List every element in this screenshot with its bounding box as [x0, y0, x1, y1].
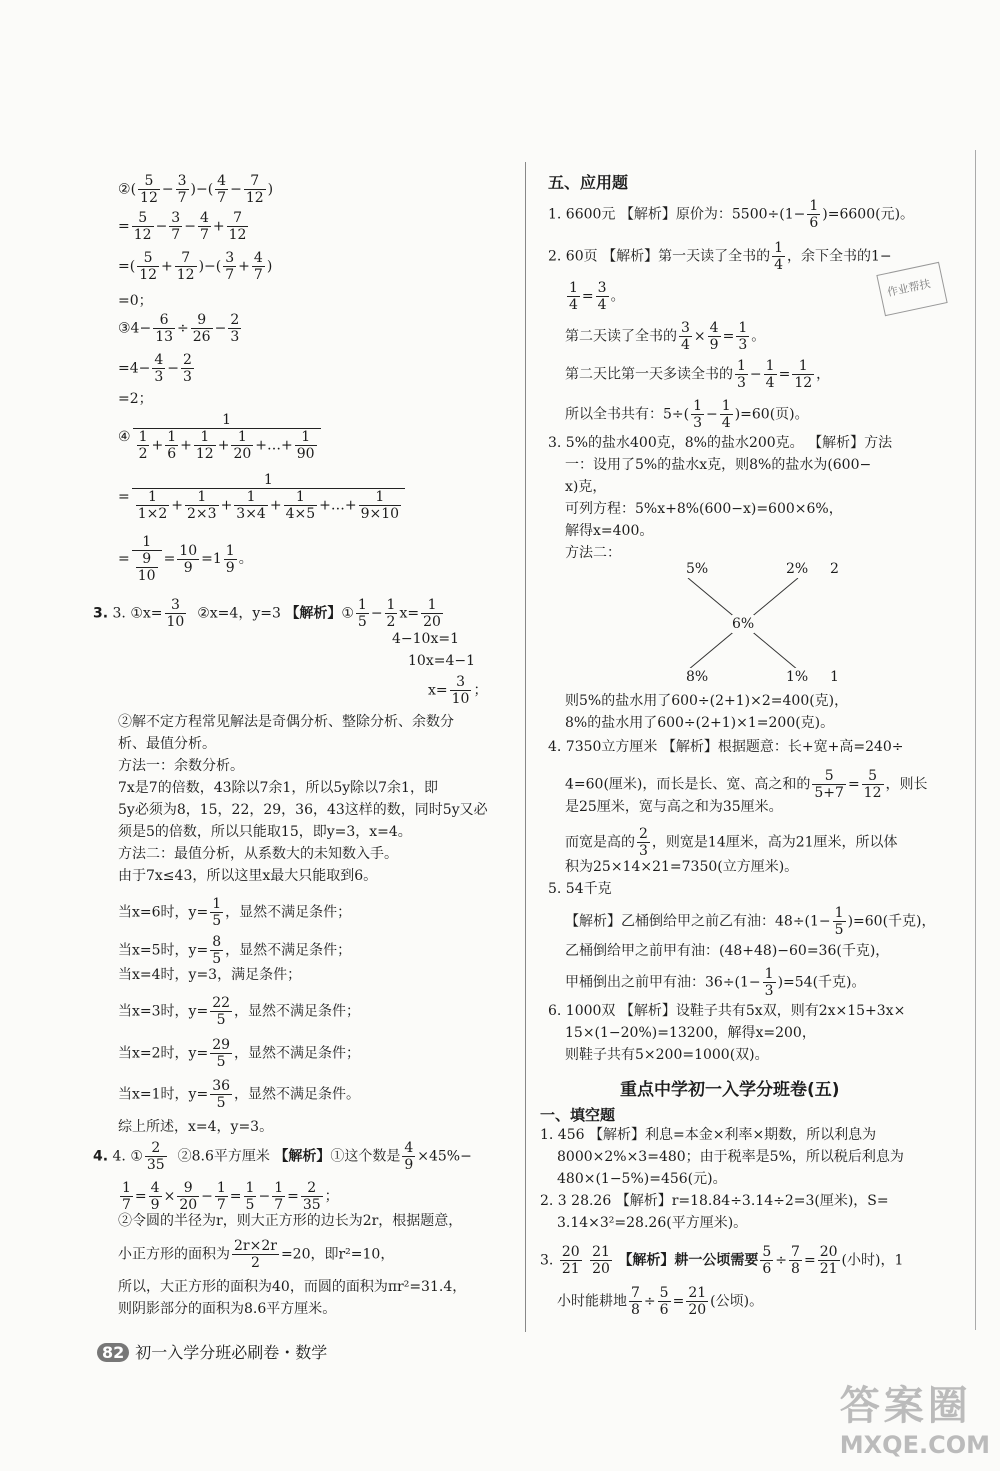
- app-q2-d: 第二天比第一天多读全书的 $\frac{1}{3}$ − $\frac{1}{4}$ = $\frac{1}{12}$ ，: [565, 358, 831, 391]
- text-line: 可列方程：5%x+8%(600−x)=600×6%，: [565, 501, 843, 517]
- text-line: 6. 1000双 【解析】设鞋子共有5x双，则有2x×15+3x×: [548, 1003, 906, 1019]
- exam-title: 重点中学初一入学分班卷(五): [620, 1080, 840, 1100]
- app-q2-e: 所以全书共有：5÷( $\frac{1}{3}$ − $\frac{1}{4}$ )=60(页)。: [565, 398, 809, 431]
- text-line: 3.14×3²=28.26(平方厘米)。: [557, 1215, 748, 1231]
- app-q2-b: $\frac{1}{4}$ = $\frac{3}{4}$ 。: [569, 280, 625, 313]
- text-line: 480×(1−5%)=456(元)。: [557, 1171, 727, 1187]
- cross-label: 8%: [686, 669, 709, 685]
- text-line: ②令圆的半径为r，则大正方形的边长为2r，根据题意，: [118, 1213, 463, 1229]
- text-line: 4. 7350立方厘米 【解析】根据题意：长+宽+高=240÷: [548, 739, 904, 755]
- expr-4-line3: = $\frac{1}{\frac{9}{10}}$ = $\frac{10}{9}$ =1 $\frac{1}{9}$ 。: [118, 534, 253, 584]
- text-line: 3. 5%的盐水400克，8%的盐水200克。 【解析】方法: [548, 435, 893, 451]
- expr-3-line2: =4− $\frac{4}{3}$ − $\frac{2}{3}$: [118, 352, 192, 385]
- text-line: 则鞋子共有5×200=1000(双)。: [565, 1047, 769, 1063]
- text-line: 方法一：余数分析。: [118, 758, 244, 774]
- section-heading: 一、填空题: [540, 1106, 616, 1124]
- text-line: 由于7x≤43，所以这里x最大只能取到6。: [118, 868, 378, 884]
- case-x3: 当x=3时，y= $\frac{22}{5}$ ，显然不满足条件；: [118, 995, 361, 1028]
- book-title: 初一入学分班必刷卷・数学: [135, 1343, 328, 1362]
- text-line: 则阴影部分的面积为8.6平方厘米。: [118, 1301, 337, 1317]
- watermark-logo: 答案圈: [839, 1383, 972, 1429]
- text-line: 积为25×14×21=7350(立方厘米)。: [565, 859, 799, 875]
- text-line: 15×(1−20%)=13200，解得x=200，: [565, 1025, 816, 1041]
- cross-label: 5%: [686, 561, 709, 577]
- expr-4-line2: = 1 $\frac{1}{1\times 2}$ + $\frac{1}{2\times 3}$ + $\frac{1}{3\times 4}$ + $\frac{1}{4\times 5}$ +…+ $\frac{1}{9\times 10}$: [118, 472, 407, 522]
- app-q5-b: 【解析】乙桶倒给甲之前乙有油：48÷(1− $\frac{1}{5}$ )=60(千克)，: [565, 905, 936, 938]
- expr-3-line1: ③4− $\frac{6}{13}$ ÷ $\frac{9}{26}$ − $\frac{2}{3}$: [118, 312, 240, 345]
- text-line: 一：设用了5%的盐水x克，则8%的盐水为(600−: [565, 457, 872, 473]
- page-number: 82: [97, 1343, 129, 1362]
- section-heading: 五、应用题: [548, 173, 629, 192]
- watermark: [840, 1374, 990, 1459]
- page-edge-line: [975, 150, 976, 1330]
- text-line: 5. 54千克: [548, 881, 612, 897]
- case-x4: 当x=4时，y=3，满足条件；: [118, 967, 302, 983]
- q4-line2: $\frac{1}{7}$ = $\frac{4}{9}$ × $\frac{9}{20}$ − $\frac{1}{7}$ = $\frac{1}{5}$ − $\frac{1}{7}$ = $\frac{2}{35}$ ；: [122, 1180, 339, 1213]
- text-line: 须是5的倍数，所以只能取15，即y=3，x=4。: [118, 824, 412, 840]
- expr-2-result: =0；: [118, 293, 153, 309]
- cross-label: 6%: [732, 616, 755, 632]
- expr-2-line3: =( $\frac{5}{12}$ + $\frac{7}{12}$ )−( $\frac{3}{7}$ + $\frac{4}{7}$ ): [118, 250, 273, 283]
- q4-answer: 4. 4. ① $\frac{2}{35}$ ②8.6平方厘米 【解析】①这个数是 $\frac{4}{9}$ ×45%−: [93, 1140, 472, 1173]
- text-line: 析、最值分析。: [118, 736, 216, 752]
- app-q5-d: 甲桶倒出之前甲有油：36÷(1− $\frac{1}{3}$ )=54(千克)。: [565, 966, 866, 999]
- q3-answer: 3. 3. ①x= $\frac{3}{10}$ ②x=4，y=3 【解析】① $\frac{1}{5}$ − $\frac{1}{2}$ x= $\frac{1}{20}$: [93, 597, 441, 630]
- watermark-url: MXQE.COM: [839, 1431, 990, 1459]
- text-line: 2. 3 28.26 【解析】r=18.84÷3.14÷2=3(厘米)，S=: [540, 1193, 889, 1209]
- app-q2: 2. 60页 【解析】第一天读了全书的 $\frac{1}{4}$ ，余下全书的1−: [548, 240, 892, 273]
- q4-line4: 小正方形的面积为 $\frac{2r\times 2r}{2}$ =20，即r²=10，: [118, 1238, 395, 1271]
- case-x1: 当x=1时，y= $\frac{36}{5}$ ，显然不满足条件。: [118, 1078, 361, 1111]
- app-q4-d: 而宽是高的 $\frac{2}{3}$ ，则宽是14厘米，高为21厘米，所以体: [565, 826, 898, 859]
- q3-eq2: 4−10x=1: [392, 631, 459, 647]
- expr-4-line1: ④ 1 $\frac{1}{2}$ + $\frac{1}{6}$ + $\frac{1}{12}$ + $\frac{1}{20}$ +…+ $\frac{1}{90}$: [118, 412, 323, 462]
- app-q2-c: 第二天读了全书的 $\frac{3}{4}$ × $\frac{4}{9}$ = $\frac{1}{3}$ 。: [565, 320, 766, 353]
- cross-label: 2%: [786, 561, 809, 577]
- cross-label: 2: [830, 561, 839, 577]
- expr-3-result: =2；: [118, 391, 153, 407]
- app-q1: 1. 6600元 【解析】原价为：5500÷(1− $\frac{1}{6}$ )=6600(元)。: [548, 198, 915, 231]
- q3-eq4: x= $\frac{3}{10}$ ；: [428, 674, 488, 707]
- text-line: 所以，大正方形的面积为40，而圆的面积为πr²=31.4，: [118, 1279, 467, 1295]
- case-x2: 当x=2时，y= $\frac{29}{5}$ ，显然不满足条件；: [118, 1037, 361, 1070]
- fill-q3: 3. $\frac{20}{21}$ $\frac{21}{20}$ 【解析】耕一公顷需要 $\frac{5}{6}$ ÷ $\frac{7}{8}$ = $\frac{20}{21}$ (小时)，1: [540, 1244, 904, 1277]
- text-line: 8%的盐水用了600÷(2+1)×1=200(克)。: [565, 715, 835, 731]
- summary: 综上所述，x=4，y=3。: [118, 1119, 274, 1135]
- app-q4-b: 4=60(厘米)，而长是长、宽、高之和的 $\frac{5}{5+7}$ = $\frac{5}{12}$ ，则长: [565, 768, 928, 801]
- cross-mixing-diagram: [668, 560, 839, 690]
- expr-2-line2: = $\frac{5}{12}$ − $\frac{3}{7}$ − $\frac{4}{7}$ + $\frac{7}{12}$: [118, 210, 247, 243]
- case-x5: 当x=5时，y= $\frac{8}{5}$ ，显然不满足条件；: [118, 934, 352, 967]
- cross-label: 1: [830, 669, 839, 685]
- text-line: 方法二：最值分析，从系数大的未知数入手。: [118, 846, 398, 862]
- stamp-text: 作业帮扶: [885, 277, 932, 300]
- page-footer: [97, 1340, 327, 1363]
- text-line: 1. 456 【解析】利息=本金×利率×期数，所以利息为: [540, 1127, 877, 1143]
- text-line: 是25厘米，宽与高之和为35厘米。: [565, 799, 783, 815]
- text-line: 解得x=400。: [565, 523, 654, 539]
- column-divider: [525, 162, 526, 1332]
- text-line: 则5%的盐水用了600÷(2+1)×2=400(克)，: [565, 693, 849, 709]
- text-line: 乙桶倒给甲之前甲有油：(48+48)−60=36(千克)，: [565, 943, 890, 959]
- text-line: 7x是7的倍数，43除以7余1，所以5y除以7余1，即: [118, 780, 438, 796]
- cross-label: 1%: [786, 669, 809, 685]
- expr-2-line1: ②( $\frac{5}{12}$ − $\frac{3}{7}$ )−( $\frac{4}{7}$ − $\frac{7}{12}$ ): [118, 173, 274, 206]
- text-line: ②解不定方程常见解法是奇偶分析、整除分析、余数分: [118, 714, 454, 730]
- text-line: 5y必须为8，15，22，29，36，43这样的数，同时5y又必: [118, 802, 488, 818]
- case-x6: 当x=6时，y= $\frac{1}{5}$ ，显然不满足条件；: [118, 896, 352, 929]
- fill-q3-b: 小时能耕地 $\frac{7}{8}$ ÷ $\frac{5}{6}$ = $\frac{21}{20}$ (公顷)。: [557, 1285, 764, 1318]
- text-line: x)克，: [565, 479, 607, 495]
- text-line: 8000×2%×3=480；由于税率是5%，所以税后利息为: [557, 1149, 904, 1165]
- text-line: 方法二：: [565, 545, 621, 561]
- q3-eq3: 10x=4−1: [408, 653, 475, 669]
